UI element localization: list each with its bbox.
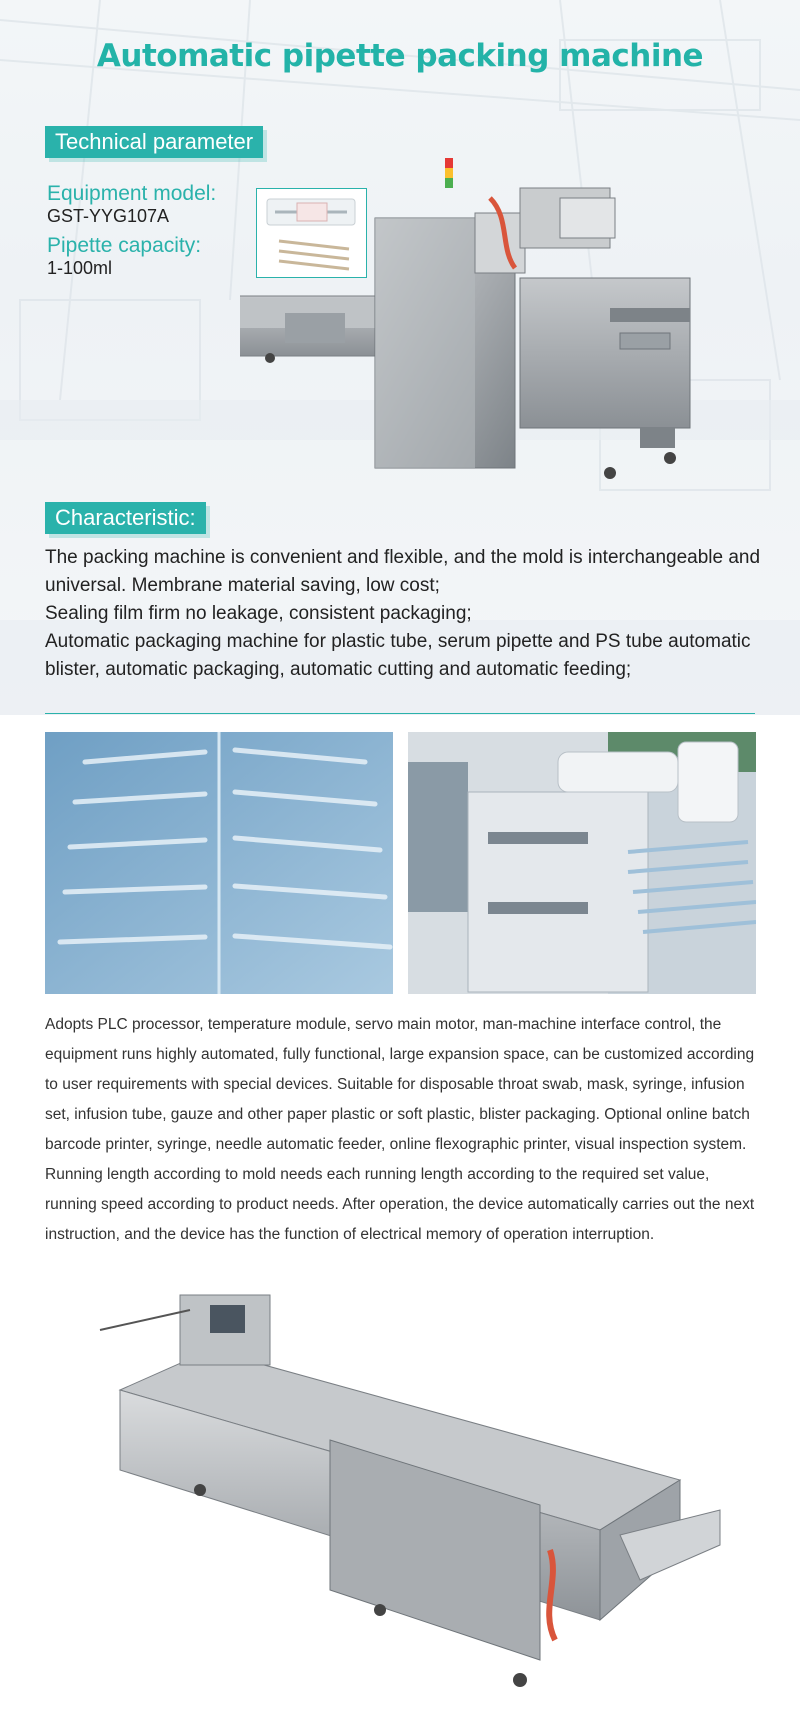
hero-section — [0, 0, 800, 715]
characteristic-heading: Characteristic: — [45, 502, 206, 534]
equipment-model-label: Equipment model: — [47, 182, 217, 205]
section-divider — [45, 713, 755, 714]
characteristic-line-3: Automatic packaging machine for plastic tube, serum pipette and PS tube automatic blister, automatic packaging, automatic cutting and automatic feeding; — [45, 631, 751, 680]
blister-tray-photo — [45, 732, 393, 994]
description-text: Adopts PLC processor, temperature module, servo main motor, man-machine interface control, the equipment runs highly automated, fully functional, large expansion space, can be customized according to user requirements with special devices. Suitable for disposable throat swab, mask, syringe, infusion set, infusion tube, gauze and other paper plastic or soft plastic, blister packaging. Optional online batch barcode printer, syringe, needle automatic feeder, online flexographic printer, visual inspection system. Running length according to mold needs each running length according to the required set value, running speed according to product needs. After operation, the device automatically carries out the next instruction, and the device has the function of electrical memory of operation interruption. — [45, 1016, 755, 1243]
pipette-capacity-label: Pipette capacity: — [47, 234, 202, 257]
packing-machine-image — [240, 158, 760, 538]
packing-machine-side-image — [80, 1290, 740, 1700]
page-title: Automatic pipette packing machine — [96, 38, 704, 74]
characteristic-line-1: The packing machine is convenient and flexible, and the mold is interchangeable and universal. Membrane material saving, low cost; — [45, 547, 761, 596]
characteristic-text — [45, 544, 765, 684]
characteristic-line-2: Sealing film firm no leakage, consistent packaging; — [45, 603, 472, 624]
robot-feeder-photo — [408, 732, 756, 994]
technical-parameter-heading: Technical parameter — [45, 126, 263, 158]
pipette-capacity-value: 1-100ml — [47, 258, 113, 278]
equipment-model-value: GST-YYG107A — [47, 206, 170, 226]
